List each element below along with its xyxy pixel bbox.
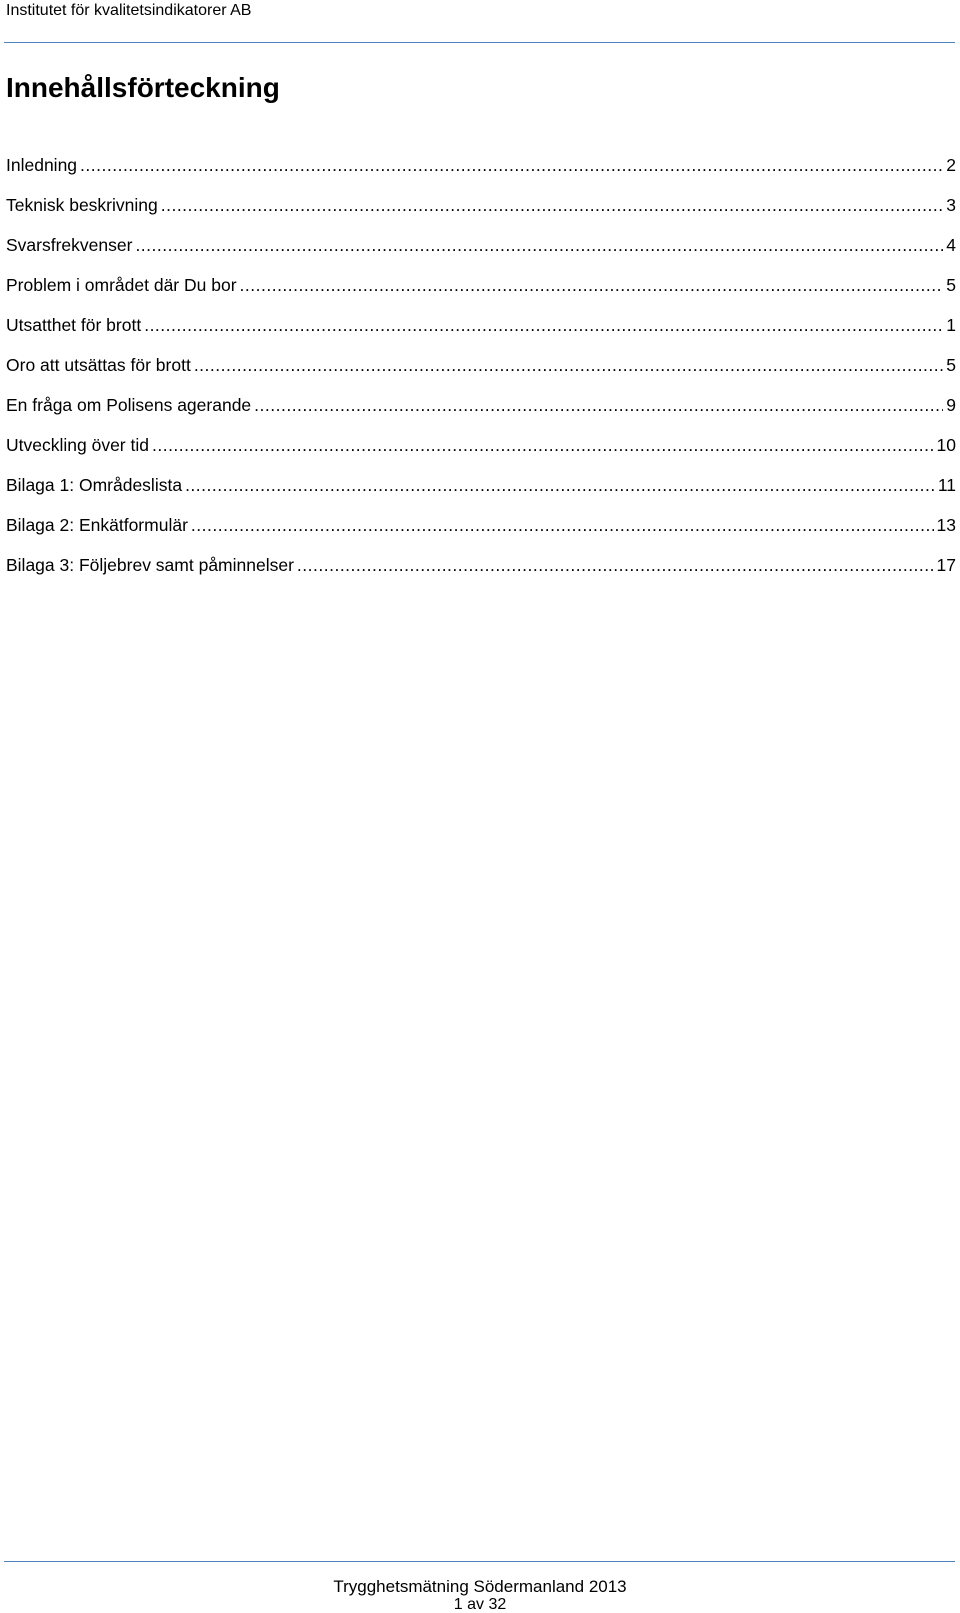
toc-entry-label: Oro att utsättas för brott [6, 355, 191, 375]
toc-entry-inledning[interactable] [6, 154, 956, 194]
toc-entry-label: Bilaga 3: Följebrev samt påminnelser [6, 555, 294, 575]
toc-entry-bilaga-2[interactable] [6, 514, 956, 554]
toc-entry-polisens-agerande[interactable] [6, 394, 956, 434]
toc-leader [80, 154, 943, 176]
toc-entry-page: 2 [946, 155, 956, 175]
toc-entry-page: 3 [946, 195, 956, 215]
toc-entry-label: Teknisk beskrivning [6, 195, 158, 215]
toc-entry-label: Problem i området där Du bor [6, 275, 237, 295]
toc-entry-utveckling-over-tid[interactable] [6, 434, 956, 474]
toc-entry-page: 9 [946, 395, 956, 415]
toc-leader [152, 434, 934, 456]
toc-entry-label: Inledning [6, 155, 78, 175]
toc-entry-page: 5 [946, 355, 956, 375]
toc-entry-problem-i-omradet[interactable] [6, 274, 956, 314]
footer-page-indicator: 1 av 32 [453, 1596, 507, 1613]
footer-document-title: Trygghetsmätning Södermanland 2013 [333, 1577, 627, 1596]
toc-entry-page: 5 [946, 275, 956, 295]
toc-entry-bilaga-1[interactable] [6, 474, 956, 514]
toc-entry-label: Bilaga 2: Enkätformulär [6, 515, 188, 535]
toc-entry-label: Utveckling över tid [6, 435, 149, 455]
toc-leader [135, 234, 943, 256]
table-of-contents [6, 154, 956, 594]
toc-leader [191, 514, 934, 536]
toc-leader [185, 474, 935, 496]
footer-divider [4, 1561, 955, 1562]
toc-entry-utsatthet-for-brott[interactable] [6, 314, 956, 354]
toc-leader [240, 274, 944, 296]
toc-entry-page: 13 [936, 515, 956, 535]
toc-leader [194, 354, 943, 376]
toc-leader [254, 394, 943, 416]
toc-entry-label: En fråga om Polisens agerande [6, 395, 252, 415]
toc-entry-page: 17 [936, 555, 956, 575]
toc-entry-teknisk-beskrivning[interactable] [6, 194, 956, 234]
toc-entry-page: 11 [937, 475, 956, 495]
toc-entry-page: 10 [936, 435, 956, 455]
toc-entry-label: Svarsfrekvenser [6, 235, 133, 255]
header-organization: Institutet för kvalitetsindikatorer AB [6, 2, 252, 19]
header-divider [4, 42, 955, 43]
toc-entry-page: 1 [946, 315, 956, 335]
toc-entry-svarsfrekvenser[interactable] [6, 234, 956, 274]
toc-leader [161, 194, 944, 216]
toc-entry-label: Bilaga 1: Områdeslista [6, 475, 183, 495]
toc-title: Innehållsförteckning [6, 72, 280, 103]
toc-leader [144, 314, 943, 336]
toc-entry-oro-att-utsattas[interactable] [6, 354, 956, 394]
toc-entry-page: 4 [946, 235, 956, 255]
toc-entry-bilaga-3[interactable] [6, 554, 956, 594]
toc-entry-label: Utsatthet för brott [6, 315, 142, 335]
toc-leader [297, 554, 934, 576]
